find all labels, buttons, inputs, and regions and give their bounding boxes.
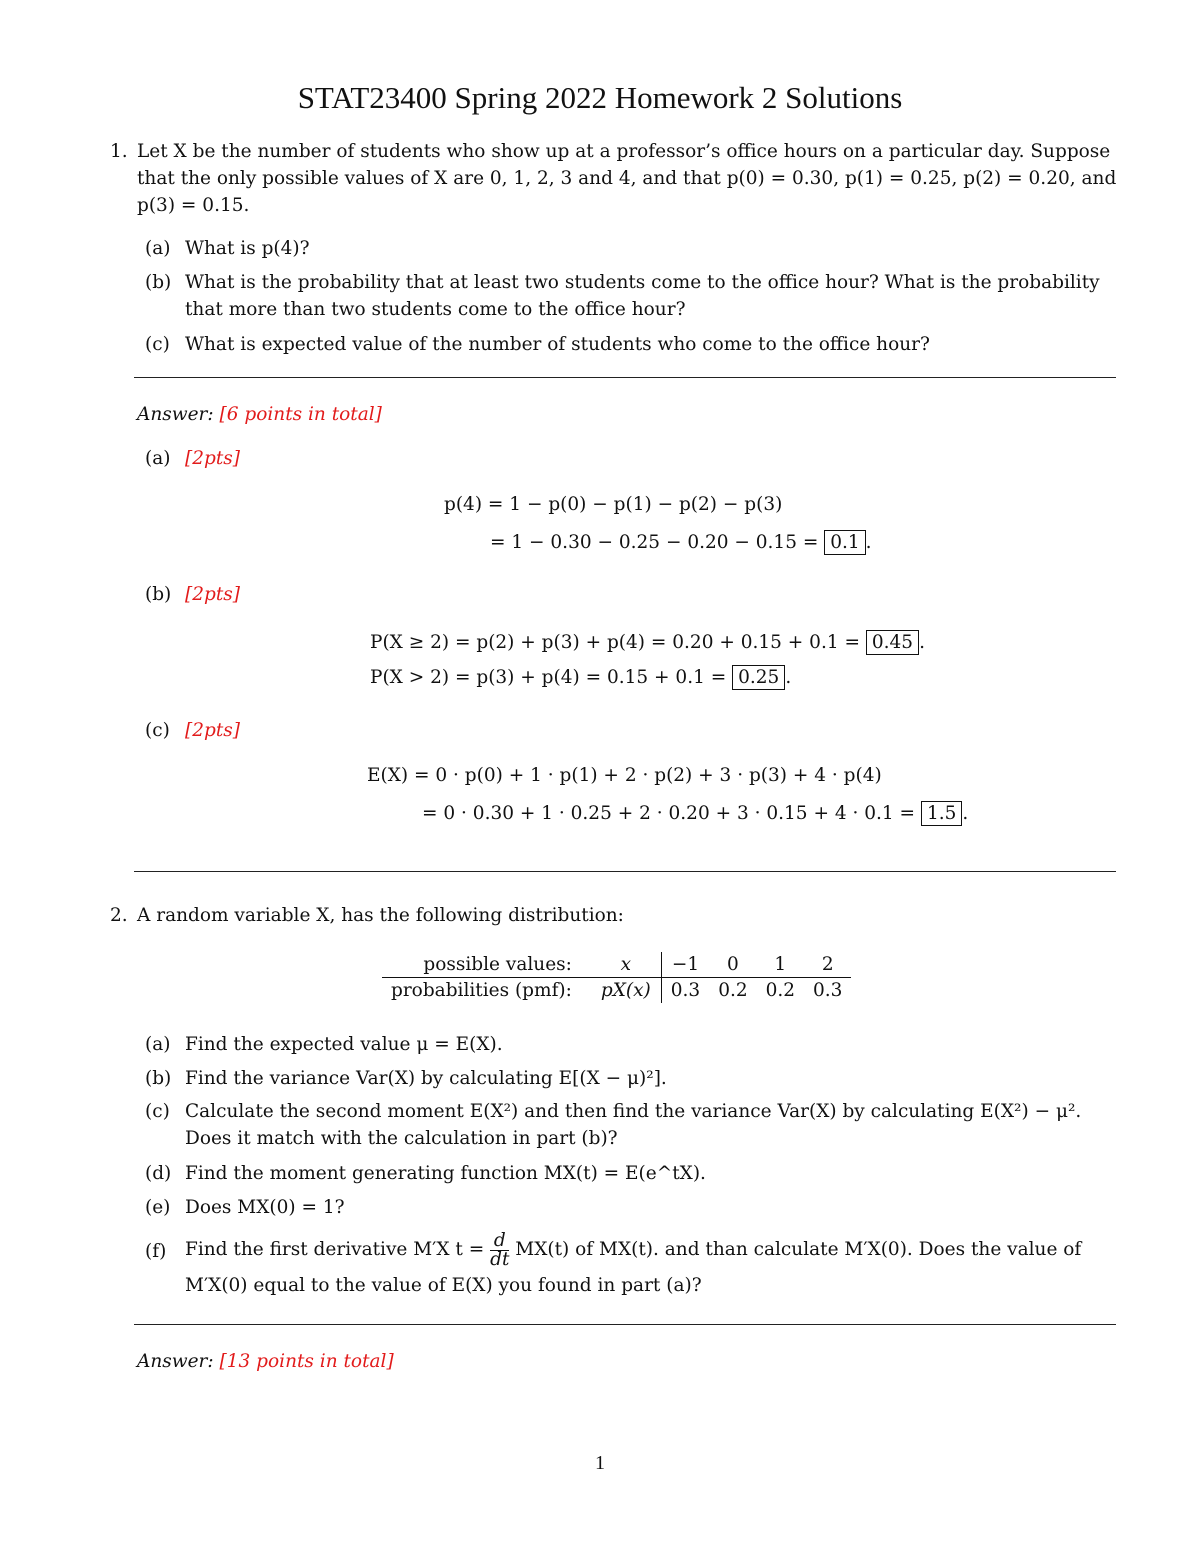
- sol-a-equation-1: p(4) = 1 − p(0) − p(1) − p(2) − p(3): [444, 494, 783, 515]
- sol-a-equation-2-text: = 1 − 0.30 − 0.25 − 0.20 − 0.15 =: [490, 532, 819, 553]
- q1a-label: (a): [145, 238, 171, 259]
- q2c-label: (c): [145, 1101, 170, 1122]
- q2c-text-1: Calculate the second moment E(X²) and then find the variance Var(X) by calculating E(X²) − μ².: [185, 1101, 1082, 1122]
- q1c-text: What is expected value of the number of students who come to the office hour?: [185, 334, 930, 355]
- sol-a-equation-2: = 1 − 0.30 − 0.25 − 0.20 − 0.15 = 0.1 .: [490, 532, 872, 553]
- q2b-label: (b): [145, 1068, 172, 1089]
- derivative-fraction: [490, 1229, 510, 1270]
- divider: [134, 871, 1116, 872]
- q2f-label: (f): [145, 1241, 167, 1262]
- answer-points: [6 points in total]: [219, 404, 382, 425]
- q1c-label: (c): [145, 334, 170, 355]
- table-symbol-x: x: [592, 952, 661, 978]
- q2-intro: A random variable X, has the following distribution:: [137, 905, 624, 926]
- q2f-text-1: [185, 1228, 1081, 1272]
- q2c-text-2: Does it match with the calculation in part (b)?: [185, 1128, 618, 1149]
- q1-line-3: p(3) = 0.15.: [137, 195, 250, 216]
- q2d-label: (d): [145, 1163, 172, 1184]
- answer-label: Answer:: [137, 1351, 214, 1372]
- table-cell: 0: [709, 952, 756, 978]
- q1-number: 1.: [110, 141, 128, 162]
- table-row: [382, 952, 851, 978]
- page-number: 1: [595, 1452, 605, 1474]
- q1b-label: (b): [145, 272, 172, 293]
- table-cell: 0.2: [765, 980, 796, 1001]
- sol-b-boxed-answer-1: 0.45: [866, 630, 919, 655]
- fraction-numerator: d: [490, 1232, 509, 1251]
- answer-label: Answer:: [137, 404, 214, 425]
- sol-c-label: (c): [145, 720, 170, 741]
- sol-a-points: [2pts]: [185, 448, 240, 469]
- sol-a-label: (a): [145, 448, 171, 469]
- answer-1-heading: [137, 402, 382, 428]
- divider: [134, 1324, 1116, 1325]
- q1a-text: What is p(4)?: [185, 238, 310, 259]
- q2d-text: Find the moment generating function MX(t) = E(e^tX).: [185, 1163, 706, 1184]
- table-cell: 2: [804, 952, 851, 978]
- sol-b-boxed-answer-2: 0.25: [732, 665, 785, 690]
- sol-c-equation-2: = 0 · 0.30 + 1 · 0.25 + 2 · 0.20 + 3 · 0.15 + 4 · 0.1 = 1.5 .: [422, 803, 969, 824]
- q2f-post: MX(t) of MX(t). and than calculate M′X(0). Does the value of: [515, 1239, 1082, 1260]
- divider: [134, 377, 1116, 378]
- q2e-label: (e): [145, 1197, 171, 1218]
- q2f-text-2: M′X(0) equal to the value of E(X) you found in part (a)?: [185, 1275, 702, 1296]
- q1-line-2: that the only possible values of X are 0, 1, 2, 3 and 4, and that p(0) = 0.30, p(1) = 0.25, p(2) = 0.20, and: [137, 168, 1117, 189]
- sol-b-label: (b): [145, 584, 172, 605]
- table-cell: 1: [757, 952, 804, 978]
- q2a-label: (a): [145, 1034, 171, 1055]
- q1b-text-1: What is the probability that at least two students come to the office hour? What is the probability: [185, 272, 1100, 293]
- table-cell: 0.3: [670, 980, 701, 1001]
- table-cell: 0.2: [718, 980, 748, 1001]
- sol-b-equation-2: P(X > 2) = p(3) + p(4) = 0.15 + 0.1 = 0.25 .: [370, 667, 792, 688]
- table-symbol-pmf: pX(x): [592, 978, 661, 1004]
- sol-c-boxed-answer: 1.5: [921, 801, 962, 826]
- q2e-text: Does MX(0) = 1?: [185, 1197, 345, 1218]
- table-header-probabilities: probabilities (pmf):: [391, 980, 572, 1001]
- q2f-pre: Find the first derivative M′X t =: [185, 1239, 485, 1260]
- page-title: STAT23400 Spring 2022 Homework 2 Solutions: [297, 80, 903, 115]
- sol-b-points: [2pts]: [185, 584, 240, 605]
- sol-c-points: [2pts]: [185, 720, 240, 741]
- sol-b-equation-1-text: P(X ≥ 2) = p(2) + p(3) + p(4) = 0.20 + 0.15 + 0.1 =: [370, 632, 860, 653]
- fraction-denominator: dt: [490, 1248, 510, 1270]
- answer-points: [13 points in total]: [219, 1351, 394, 1372]
- answer-2-heading: [137, 1349, 394, 1375]
- table-row: [382, 978, 851, 1004]
- sol-c-equation-1: E(X) = 0 · p(0) + 1 · p(1) + 2 · p(2) + 3 · p(3) + 4 · p(4): [367, 765, 882, 786]
- table-cell: 0.3: [813, 980, 843, 1001]
- q2-number: 2.: [110, 905, 128, 926]
- sol-b-equation-1: P(X ≥ 2) = p(2) + p(3) + p(4) = 0.20 + 0.15 + 0.1 = 0.45 .: [370, 632, 925, 653]
- sol-c-equation-2-text: = 0 · 0.30 + 1 · 0.25 + 2 · 0.20 + 3 · 0.15 + 4 · 0.1 =: [422, 803, 916, 824]
- table-cell: −1: [661, 952, 709, 978]
- sol-a-boxed-answer: 0.1: [824, 530, 865, 555]
- table-header-values: possible values:: [382, 952, 592, 978]
- distribution-table: [382, 952, 851, 1003]
- q1b-text-2: that more than two students come to the office hour?: [185, 299, 686, 320]
- sol-b-equation-2-text: P(X > 2) = p(3) + p(4) = 0.15 + 0.1 =: [370, 667, 727, 688]
- q1-line-1: Let X be the number of students who show up at a professor’s office hours on a particular day. Suppose: [137, 141, 1111, 162]
- q2b-text: Find the variance Var(X) by calculating E[(X − μ)²].: [185, 1068, 667, 1089]
- q2a-text: Find the expected value μ = E(X).: [185, 1034, 503, 1055]
